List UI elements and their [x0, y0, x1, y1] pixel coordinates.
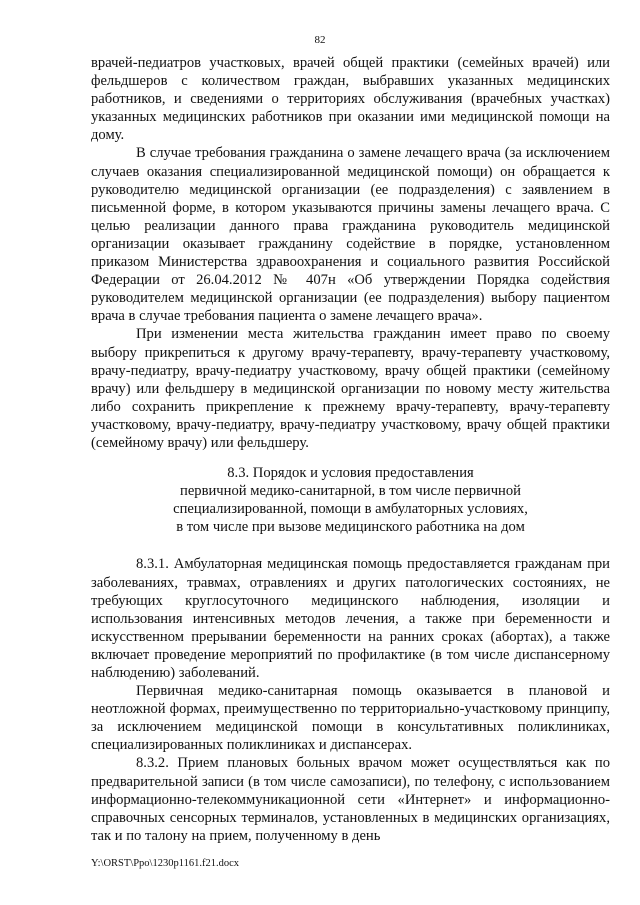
section-heading-line: первичной медико-санитарной, в том числе первичной: [180, 483, 521, 500]
paragraph: врачей-педиатров участковых, врачей общей практики (семейных врачей) или фельдшеров с количеством граждан, выбравших указанных медицинских работников, и сведениями о территориях обслуживания (врачебных участках) указанных медицинских работников при оказании ими медицинской помощи на дому.: [91, 55, 610, 144]
paragraph: 8.3.1. Амбулаторная медицинская помощь предоставляется гражданам при заболеваниях, травмах, отравлениях и других патологических состояниях, не требующих круглосуточного медицинского наблюдения, изоляции и использования интенсивных методов лечения, а также при беременности и искусственном прерывании беременности на ранних сроках (абортах), а также включает проведение мероприятий по профилактике (в том числе диспансерному наблюдению) заболеваний.: [91, 556, 610, 681]
section-heading-line: специализированной, помощи в амбулаторных условиях,: [173, 501, 528, 518]
paragraph: При изменении места жительства гражданин имеет право по своему выбору прикрепиться к другому врачу-терапевту, врачу-терапевту участковому, врачу-педиатру, врачу-педиатру участковому, врачу общей практики (семейному врачу) или фельдшеру в медицинской организации по новому месту жительства либо сохранить прикрепление к прежнему врачу-терапевту, врачу-терапевту участковому, врачу-педиатру, врачу-педиатру участковому, врачу общей практики (семейному врачу) или фельдшеру.: [91, 326, 610, 451]
section-heading-line: в том числе при вызове медицинского работника на дом: [176, 519, 525, 536]
paragraph: В случае требования гражданина о замене лечащего врача (за исключением случаев оказания специализированной медицинской помощи) он обращается к руководителю медицинской организации (ее подразделения) с заявлением в письменной форме, в котором указываются причины замены лечащего врача. С целью реализации данного права гражданина руководитель медицинской организации оказывает гражданину содействие в порядке, установленном приказом Министерства здравоохранения и социального развития Российской Федерации от 26.04.2012 № 407н «Об утверждении Порядка содействия руководителем медицинской организации (ее подразделения) выбору пациентом врача в случае требования пациента о замене лечащего врача».: [91, 145, 610, 325]
paragraph: 8.3.2. Прием плановых больных врачом может осуществляться как по предварительной записи (в том числе самозаписи), по телефону, с использованием информационно-телекоммуникационной сети «Интернет» и информационно-справочных сенсорных терминалов, установленных в медицинских организациях, так и по талону на прием, полученному в день: [91, 755, 610, 844]
page-number: 82: [314, 34, 326, 46]
document-body: [91, 54, 610, 845]
paragraph: Первичная медико-санитарная помощь оказывается в плановой и неотложной формах, преимущественно по территориально-участковому принципу, за исключением медицинской помощи в консультативных поликлиниках, специализированных поликлиниках и диспансерах.: [91, 683, 610, 754]
section-heading: [91, 464, 610, 536]
footer-file-path: Y:\ORST\Ppo\1230p1161.f21.docx: [91, 858, 239, 869]
section-heading-line: 8.3. Порядок и условия предоставления: [227, 465, 474, 482]
